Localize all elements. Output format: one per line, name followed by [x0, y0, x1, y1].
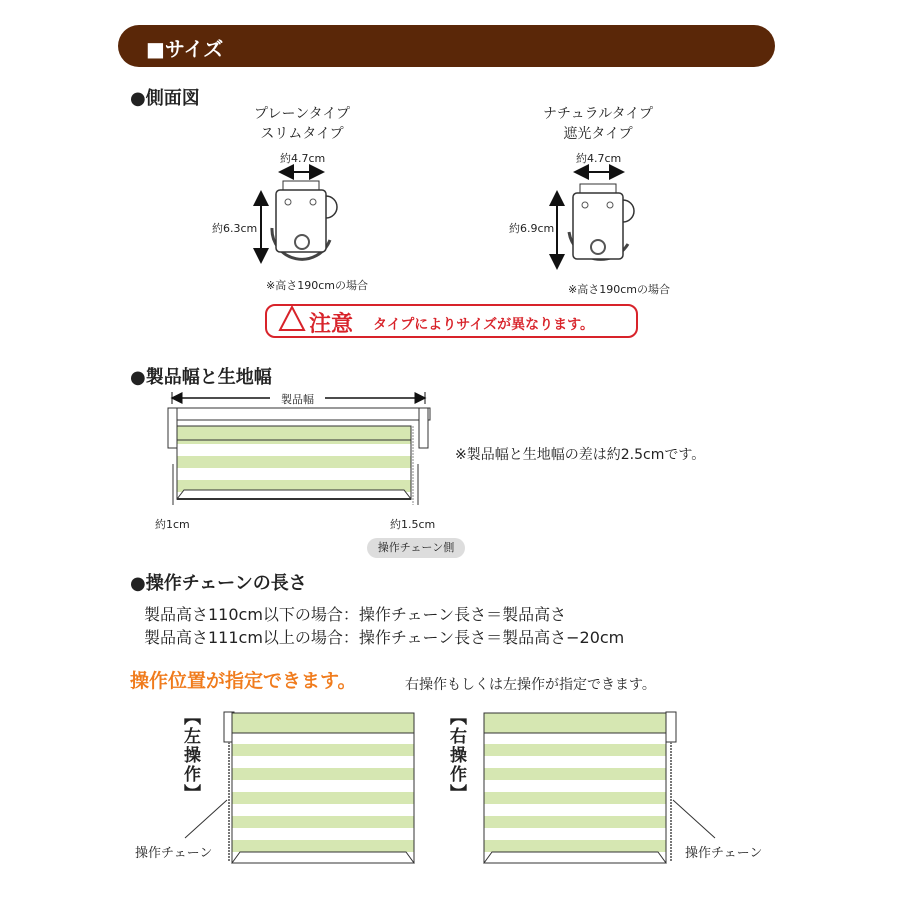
bracket-right-drawing — [557, 172, 634, 268]
left-width-label: 約4.7cm — [280, 152, 326, 165]
operation-sub: 右操作もしくは左操作が指定できます。 — [405, 677, 656, 693]
width-diagram — [168, 392, 430, 505]
left-type-line1: プレーンタイプ — [254, 106, 350, 122]
section-title: ■サイズ — [146, 37, 224, 61]
left-operation-label: 【左操作】 — [180, 708, 200, 803]
bracket-left-drawing — [261, 172, 337, 262]
left-gap-label: 約1cm — [155, 518, 190, 531]
chain-label-right: 操作チェーン — [685, 846, 763, 861]
left-type-line2: スリムタイプ — [260, 126, 344, 142]
left-note: ※高さ190cmの場合 — [266, 279, 368, 292]
chain-side-badge: 操作チェーン側 — [367, 538, 465, 558]
chain-rule-1: 製品高さ110cm以下の場合：操作チェーン長さ＝製品高さ — [144, 605, 567, 624]
right-type-line2: 遮光タイプ — [563, 126, 633, 142]
caution-box — [265, 304, 638, 338]
chain-rule-2: 製品高さ111cm以上の場合：操作チェーン長さ＝製品高さ−20cm — [144, 628, 625, 647]
caution-message: タイプによりサイズが異なります。 — [373, 317, 595, 333]
right-type-line1: ナチュラルタイプ — [543, 106, 653, 122]
right-operation-label: 【右操作】 — [446, 708, 466, 803]
chain-heading: ●操作チェーンの長さ — [130, 573, 307, 594]
right-operation-diagram — [484, 712, 715, 863]
right-height-label: 約6.9cm — [509, 222, 555, 235]
width-heading: ●製品幅と生地幅 — [130, 367, 272, 388]
width-note: ※製品幅と生地幅の差は約2.5cmです。 — [455, 447, 706, 463]
left-operation-diagram — [185, 712, 414, 863]
right-note: ※高さ190cmの場合 — [568, 283, 670, 296]
left-height-label: 約6.3cm — [212, 222, 258, 235]
side-view-heading: ●側面図 — [130, 88, 200, 109]
chain-label-left: 操作チェーン — [135, 846, 213, 861]
right-gap-label: 約1.5cm — [390, 518, 436, 531]
operation-headline: 操作位置が指定できます。 — [130, 670, 357, 692]
caution-label: 注意 — [309, 312, 354, 337]
section-header — [118, 25, 775, 67]
product-width-label: 製品幅 — [278, 391, 317, 407]
right-width-label: 約4.7cm — [576, 152, 622, 165]
